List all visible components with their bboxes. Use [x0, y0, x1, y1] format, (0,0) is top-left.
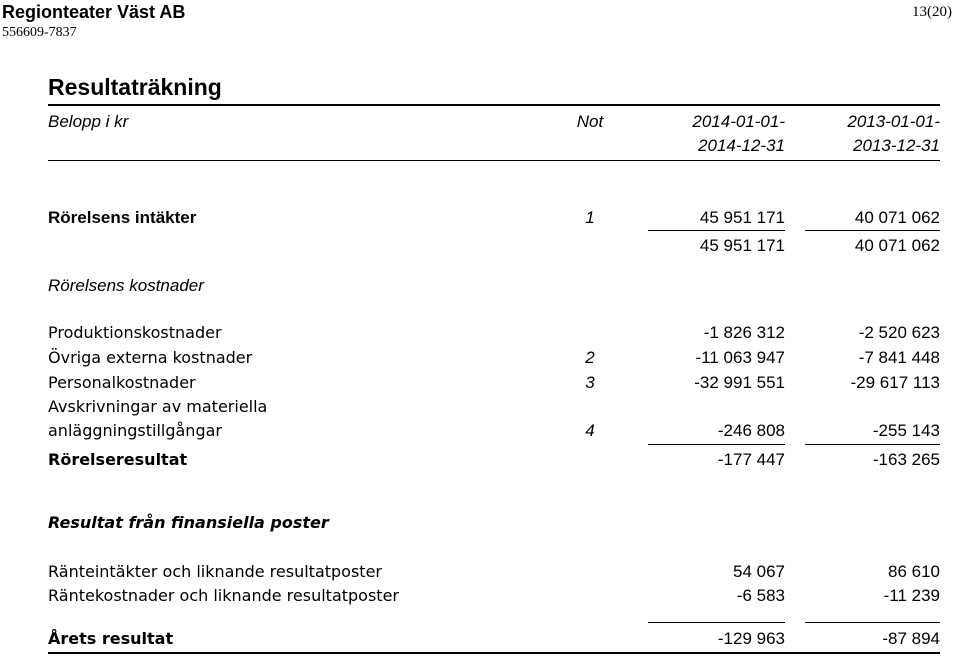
subtotal-2013: 40 071 062	[854, 236, 940, 255]
row-label: Årets resultat	[48, 629, 174, 648]
column-period1-header-end: 2014-12-31	[698, 136, 785, 155]
title-rule	[48, 104, 940, 106]
value-2014: -32 991 551	[694, 373, 785, 392]
row-label-line1: Avskrivningar av materiella	[48, 397, 268, 416]
value-2014: -129 963	[717, 629, 785, 648]
column-period2-header-end: 2013-12-31	[853, 136, 940, 155]
value-2014: 45 951 171	[699, 208, 785, 227]
value-2013: -163 265	[872, 450, 940, 469]
subtotal-2014: 45 951 171	[699, 236, 785, 255]
value-2013: -7 841 448	[858, 348, 940, 367]
value-2014: -246 808	[717, 421, 785, 440]
column-period2-header-start: 2013-01-01-	[847, 112, 940, 131]
sum-rule	[648, 230, 785, 231]
value-2013: -2 520 623	[858, 323, 940, 342]
value-2013: -255 143	[872, 421, 940, 440]
row-label: Räntekostnader och liknande resultatposter	[48, 586, 399, 605]
value-2014: -11 063 947	[695, 348, 785, 367]
column-label-header: Belopp i kr	[48, 112, 129, 131]
sum-rule	[648, 444, 785, 445]
bottom-rule	[48, 652, 940, 654]
row-label: Produktionskostnader	[48, 323, 222, 342]
note-ref: 3	[585, 373, 595, 392]
column-period1-header-start: 2014-01-01-	[692, 112, 785, 131]
row-label: Ränteintäkter och liknande resultatposter	[48, 562, 382, 581]
value-2013: -29 617 113	[850, 373, 940, 392]
value-2014: 54 067	[733, 562, 785, 581]
sum-rule	[805, 230, 940, 231]
row-label: Rörelseresultat	[48, 450, 188, 469]
value-2013: -87 894	[882, 629, 940, 648]
row-label: Övriga externa kostnader	[48, 348, 253, 367]
value-2014: -6 583	[736, 586, 785, 605]
section-heading: Rörelsens kostnader	[48, 276, 204, 295]
value-2014: -1 826 312	[703, 323, 785, 342]
row-label: Rörelsens intäkter	[48, 208, 197, 227]
column-note-header: Not	[576, 112, 604, 131]
sum-rule	[648, 622, 785, 623]
row-label: Personalkostnader	[48, 373, 196, 392]
note-ref: 2	[585, 348, 595, 367]
page-title: Resultaträkning	[48, 74, 222, 100]
org-number: 556609-7837	[2, 25, 77, 40]
sum-rule	[805, 444, 940, 445]
note-ref: 4	[585, 421, 595, 440]
note-ref: 1	[585, 208, 595, 227]
page-number: 13(20)	[912, 4, 952, 20]
sum-rule	[805, 622, 940, 623]
value-2013: 86 610	[888, 562, 940, 581]
value-2013: -11 239	[883, 586, 940, 605]
company-name: Regionteater Väst AB	[2, 2, 186, 22]
value-2013: 40 071 062	[854, 208, 940, 227]
header-rule	[48, 160, 940, 161]
value-2014: -177 447	[717, 450, 785, 469]
row-label-line2: anläggningstillgångar	[48, 421, 222, 440]
section-heading: Resultat från finansiella poster	[48, 513, 329, 532]
